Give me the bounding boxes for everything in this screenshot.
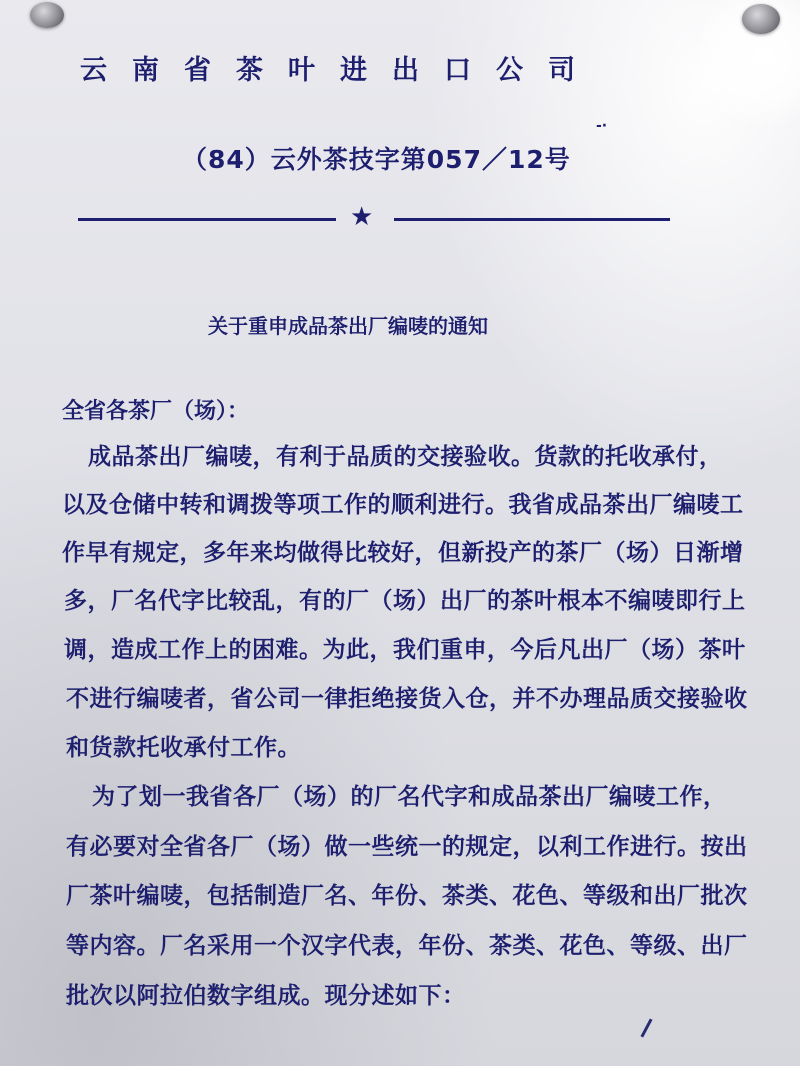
pushpin-icon (742, 4, 780, 34)
pushpin-icon (30, 2, 64, 28)
notice-title: 关于重申成品茶出厂编唛的通知 (208, 314, 488, 338)
body-line: 为了划一我省各厂（场）的厂名代字和成品茶出厂编唛工作， (92, 784, 727, 810)
body-line: 调，造成工作上的困难。为此，我们重申，今后凡出厂（场）茶叶 (64, 637, 746, 663)
salutation: 全省各茶厂（场）： (62, 399, 250, 424)
body-line: 作早有规定，多年来均做得比较好，但新投产的茶厂（场）日渐增 (62, 540, 744, 566)
divider-left (78, 218, 336, 221)
pen-mark (640, 1018, 652, 1037)
body-line: 不进行编唛者，省公司一律拒绝接货入仓，并不办理品质交接验收 (66, 686, 748, 712)
body-line: 以及仓储中转和调拨等项工作的顺利进行。我省成品茶出厂编唛工 (62, 492, 744, 518)
body-line: 成品茶出厂编唛，有利于品质的交接验收。货款的托收承付， (88, 444, 723, 470)
document-number: （84）云外茶技字第057／12号 (182, 145, 571, 174)
company-letterhead: 云南省茶叶进出口公司 (80, 55, 600, 86)
body-line: 厂茶叶编唛，包括制造厂名、年份、茶类、花色、等级和出厂批次 (66, 883, 748, 909)
star-icon: ★ (350, 202, 374, 232)
divider-right (394, 218, 670, 221)
body-line: 多，厂名代字比较乱，有的厂（场）出厂的茶叶根本不编唛即行上 (64, 588, 746, 614)
body-line: 有必要对全省各厂（场）做一些统一的规定，以利工作进行。按出 (66, 834, 748, 860)
body-line: 批次以阿拉伯数字组成。现分述如下： (66, 983, 466, 1009)
body-line: 和货款托收承付工作。 (66, 735, 301, 761)
margin-mark: -· (596, 118, 608, 134)
body-line: 等内容。厂名采用一个汉字代表，年份、茶类、花色、等级、出厂 (66, 933, 748, 959)
